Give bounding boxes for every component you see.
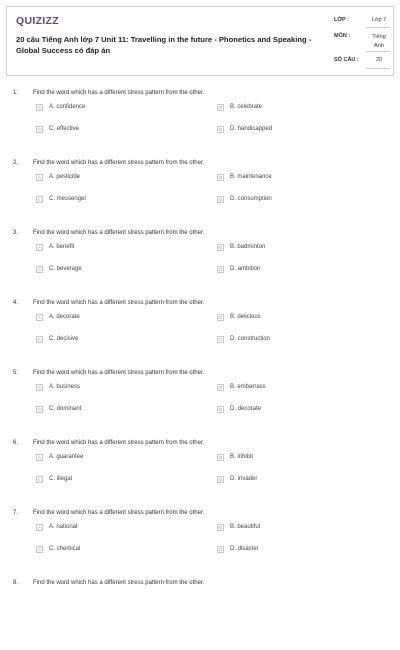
option-letter-box: B xyxy=(217,244,224,251)
option-text: B. badminton xyxy=(230,244,266,250)
divider xyxy=(366,27,390,28)
worksheet-header xyxy=(6,6,394,76)
answer-option[interactable] xyxy=(217,312,261,322)
answer-option[interactable] xyxy=(36,102,85,112)
question-number: 8. xyxy=(13,580,19,586)
answer-option[interactable] xyxy=(36,124,79,134)
option-text: C. beverage xyxy=(49,266,82,272)
divider xyxy=(366,68,390,69)
question-number: 7. xyxy=(13,510,19,516)
question-prompt: Find the word which has a different stress pattern from the other. xyxy=(33,90,205,96)
option-text: C. illegal xyxy=(49,476,73,482)
question-item xyxy=(0,300,400,370)
answer-option[interactable] xyxy=(217,194,272,204)
meta-count xyxy=(334,57,383,63)
option-letter-box: C xyxy=(37,476,42,482)
question-prompt: Find the word which has a different stress pattern from the other. xyxy=(33,580,205,586)
answer-option[interactable] xyxy=(217,544,259,554)
option-text: C. decisive xyxy=(49,336,79,342)
question-item xyxy=(0,90,400,160)
option-text: A. benefit xyxy=(49,244,75,250)
question-item xyxy=(0,160,400,230)
option-letter-box: A xyxy=(36,384,43,391)
question-prompt: Find the word which has a different stress pattern from the other. xyxy=(33,300,205,306)
question-number: 2. xyxy=(13,160,19,166)
question-prompt: Find the word which has a different stress pattern from the other. xyxy=(33,160,205,166)
meta-grade xyxy=(334,17,387,23)
option-text: B. beautiful xyxy=(230,524,261,530)
meta-subject-label: MÔN : xyxy=(334,33,351,39)
answer-option[interactable] xyxy=(217,242,265,252)
option-text: B. inhibit xyxy=(230,454,254,460)
answer-option[interactable] xyxy=(36,522,77,532)
question-item xyxy=(0,370,400,440)
meta-subject-value: Tiếng Anh xyxy=(372,34,386,49)
meta-subject xyxy=(334,33,386,49)
answer-option[interactable] xyxy=(217,474,257,484)
question-prompt: Find the word which has a different stress pattern from the other. xyxy=(33,230,205,236)
option-letter-box: B xyxy=(217,524,224,531)
option-text: B. maintenance xyxy=(230,174,272,180)
answer-option[interactable] xyxy=(36,382,80,392)
answer-option[interactable] xyxy=(36,544,80,554)
option-letter-box: C xyxy=(37,266,42,272)
answer-option[interactable] xyxy=(36,172,80,182)
divider xyxy=(366,51,390,52)
option-text: A. guarantee xyxy=(49,454,84,460)
answer-option[interactable] xyxy=(217,452,253,462)
option-text: B. celebrate xyxy=(230,104,263,110)
answer-option[interactable] xyxy=(36,312,80,322)
question-item xyxy=(0,580,400,650)
option-letter-box: A xyxy=(36,104,43,111)
answer-option[interactable] xyxy=(36,334,78,344)
option-letter-box: D xyxy=(218,266,223,272)
option-letter-box: A xyxy=(36,174,43,181)
answer-option[interactable] xyxy=(217,334,270,344)
option-letter-box: C xyxy=(37,546,42,552)
option-text: B. delicious xyxy=(230,314,261,320)
answer-option[interactable] xyxy=(217,264,260,274)
option-text: C. messenger xyxy=(49,196,87,202)
option-letter-box: A xyxy=(36,524,43,531)
question-number: 3. xyxy=(13,230,19,236)
option-text: D. handicapped xyxy=(230,126,273,132)
option-text: A. national xyxy=(49,524,78,530)
answer-option[interactable] xyxy=(36,452,83,462)
option-text: D. construction xyxy=(230,336,271,342)
question-item xyxy=(0,230,400,300)
option-letter-box: B xyxy=(217,104,224,111)
question-number: 4. xyxy=(13,300,19,306)
option-text: D. decorate xyxy=(230,406,262,412)
option-text: A. pesticide xyxy=(49,174,81,180)
option-text: D. invader xyxy=(230,476,258,482)
option-text: C. dominant xyxy=(49,406,82,412)
meta-grade-label: LỚP : xyxy=(334,17,349,23)
answer-option[interactable] xyxy=(217,124,272,134)
answer-option[interactable] xyxy=(217,102,262,112)
answer-option[interactable] xyxy=(217,172,272,182)
question-number: 1. xyxy=(13,90,19,96)
option-text: C. effective xyxy=(49,126,79,132)
question-number: 5. xyxy=(13,370,19,376)
option-text: D. consumption xyxy=(230,196,272,202)
worksheet-title: 20 câu Tiếng Anh lớp 7 Unit 11: Travelling in the future - Phonetics and Speaking - Global Success có đáp án xyxy=(16,35,312,55)
question-item xyxy=(0,440,400,510)
option-letter-box: A xyxy=(36,454,43,461)
option-letter-box: C xyxy=(37,196,42,202)
option-letter-box: B xyxy=(217,174,224,181)
answer-option[interactable] xyxy=(36,474,72,484)
meta-count-label: SỐ CÂU : xyxy=(334,57,359,63)
option-letter-box: D xyxy=(218,196,223,202)
question-prompt: Find the word which has a different stress pattern from the other. xyxy=(33,510,205,516)
meta-count-value: 20 xyxy=(375,57,383,63)
option-letter-box: D xyxy=(218,546,223,552)
answer-option[interactable] xyxy=(36,242,74,252)
option-letter-box: D xyxy=(218,126,223,132)
answer-option[interactable] xyxy=(217,522,260,532)
answer-option[interactable] xyxy=(36,194,86,204)
option-letter-box: D xyxy=(218,476,223,482)
option-letter-box: A xyxy=(36,314,43,321)
question-prompt: Find the word which has a different stress pattern from the other. xyxy=(33,440,205,446)
option-letter-box: B xyxy=(217,384,224,391)
option-letter-box: B xyxy=(217,454,224,461)
quizizz-logo: QUIZIZZ xyxy=(16,15,59,27)
answer-option[interactable] xyxy=(36,404,81,414)
answer-option[interactable] xyxy=(217,382,266,392)
question-prompt: Find the word which has a different stress pattern from the other. xyxy=(33,370,205,376)
option-letter-box: C xyxy=(37,126,42,132)
option-text: A. decorate xyxy=(49,314,80,320)
option-text: A. confidence xyxy=(49,104,86,110)
option-letter-box: B xyxy=(217,314,224,321)
question-item xyxy=(0,510,400,580)
option-letter-box: C xyxy=(37,406,42,412)
option-text: B. embarrass xyxy=(230,384,266,390)
answer-option[interactable] xyxy=(217,404,261,414)
option-letter-box: C xyxy=(37,336,42,342)
option-letter-box: D xyxy=(218,336,223,342)
question-number: 6. xyxy=(13,440,19,446)
answer-option[interactable] xyxy=(36,264,82,274)
option-text: D. disaster xyxy=(230,546,259,552)
option-text: C. chemical xyxy=(49,546,81,552)
option-letter-box: A xyxy=(36,244,43,251)
option-letter-box: D xyxy=(218,406,223,412)
option-text: D. ambition xyxy=(230,266,261,272)
option-text: A. business xyxy=(49,384,81,390)
meta-grade-value: Lớp 7 xyxy=(371,17,387,23)
